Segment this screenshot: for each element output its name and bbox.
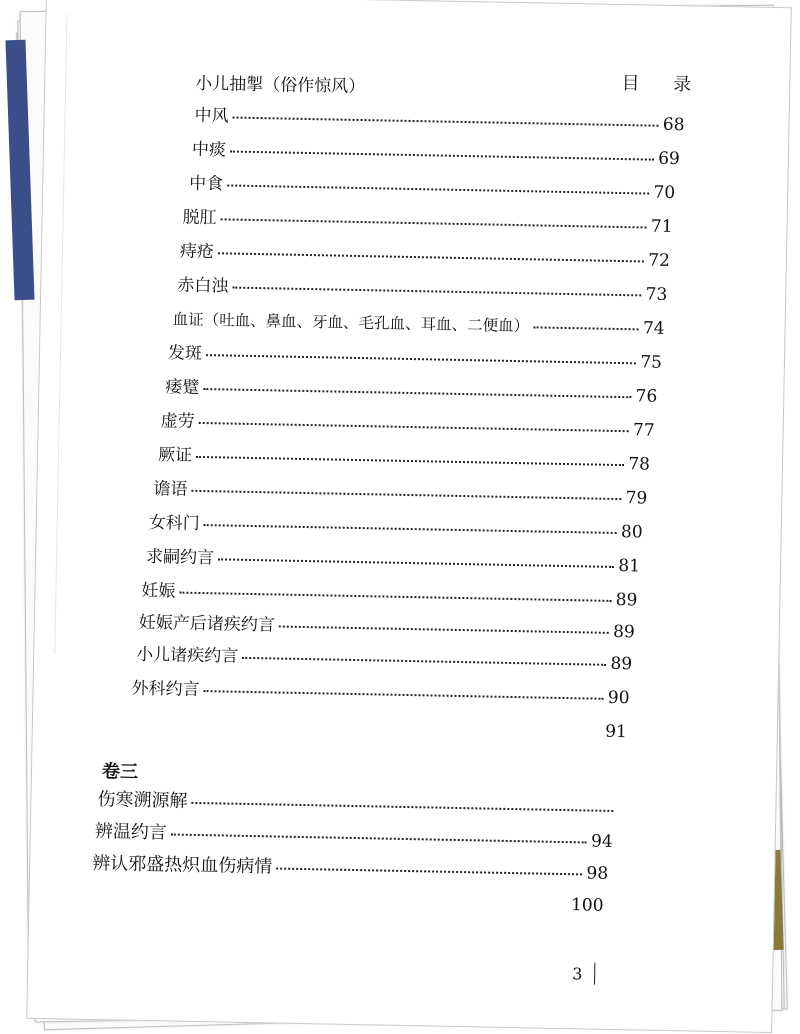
toc-entry: [136, 644, 632, 676]
toc-entry-page: 89: [612, 621, 635, 643]
toc-entry-title: 小儿抽掣（俗作惊风）: [195, 73, 366, 98]
toc-entry-page: 72: [648, 250, 671, 271]
leader-dots: [191, 490, 621, 500]
toc-entry: [92, 853, 608, 885]
toc-entry-page: 80: [620, 522, 643, 543]
toc-entry-page: 90: [607, 687, 630, 709]
toc-entry-title: 痔疮: [179, 241, 215, 263]
toc-entry-title: 血证（吐血、鼻血、牙血、毛孔血、耳血、二便血）: [172, 310, 530, 336]
leader-dots: [206, 354, 636, 364]
toc-entry-page: 70: [653, 182, 676, 204]
leader-dots: [221, 218, 647, 228]
page-number: 3: [572, 964, 583, 984]
leader-dots: [533, 326, 639, 330]
toc-entry-page: 98: [586, 863, 609, 884]
leader-dots: [279, 626, 609, 634]
toc-entry: [89, 885, 603, 917]
toc-entry-page: 76: [635, 386, 658, 407]
leader-dots: [276, 868, 582, 876]
toc-entry: [165, 376, 657, 407]
toc-entry: [161, 410, 655, 441]
toc-entry-page: 94: [590, 831, 613, 852]
leader-dots: [230, 150, 654, 160]
leader-dots: [204, 524, 617, 534]
toc-entry-title: 外科约言: [131, 678, 200, 701]
leader-dots: [218, 558, 614, 568]
volume-heading: 卷三: [101, 761, 139, 783]
toc-entry-title: 厥证: [157, 445, 193, 466]
leader-dots: [233, 117, 659, 127]
toc-entry: [127, 712, 627, 744]
toc-entry-title: 中风: [194, 105, 229, 127]
leader-dots: [171, 833, 587, 843]
toc-entry-page: 73: [645, 284, 668, 305]
toc-entry-page: 89: [615, 589, 638, 611]
leader-dots: [232, 287, 641, 297]
leader-dots: [204, 690, 604, 700]
toc-page: [26, 0, 792, 1033]
toc-entry-title: 辨认邪盛热炽血伤病情: [92, 852, 273, 878]
toc-entry: [97, 789, 617, 821]
toc-entry-page: 74: [642, 318, 665, 339]
toc-entry: [149, 512, 643, 543]
leader-dots: [199, 422, 629, 432]
leader-dots: [191, 802, 613, 812]
toc-entry-page: 77: [632, 420, 655, 441]
toc-entry-title: 女科门: [148, 513, 200, 534]
toc-entry-page: 78: [628, 454, 651, 475]
toc-entry-title: 中痰: [191, 139, 227, 161]
toc-entry-title: 妊娠产后诸疾约言: [138, 612, 276, 636]
toc-entry-page: 79: [625, 488, 648, 509]
leader-dots: [218, 252, 644, 262]
toc-entry: [141, 580, 637, 612]
toc-entry: [177, 275, 667, 306]
toc-entry-page: 91: [605, 721, 628, 743]
toc-entry-title: 伤寒溯源解: [97, 789, 188, 812]
toc-entry-page: 100: [570, 895, 604, 916]
toc-entry-title: 求嗣约言: [145, 546, 215, 569]
toc-entry-page: 68: [662, 114, 685, 136]
toc-entry-title: 脱肛: [182, 207, 217, 229]
leader-dots: [227, 184, 649, 194]
toc-entry-title: 赤白浊: [177, 275, 229, 297]
toc-entry-title: 谵语: [153, 479, 188, 500]
leader-dots: [179, 592, 611, 602]
toc-entry: [158, 444, 650, 475]
toc-entry-title: 小儿诸疾约言: [136, 644, 239, 667]
toc-entry-page: 89: [610, 653, 633, 675]
toc-entry-title: 虚劳: [160, 411, 195, 432]
toc-entry: [153, 478, 647, 509]
toc-entry-page: 75: [640, 352, 663, 373]
toc-entry: [180, 241, 670, 272]
running-header: 目 录: [621, 73, 706, 96]
toc-entry: [95, 821, 613, 853]
toc-entry: [168, 342, 662, 373]
toc-entry-title: 发斑: [167, 343, 203, 364]
leader-dots: [242, 657, 606, 666]
toc-entry-page: 81: [618, 556, 641, 577]
toc-entry-title: 妊娠: [141, 580, 176, 602]
toc-entry: [131, 678, 629, 710]
toc-entry: [146, 546, 640, 577]
toc-entry-title: 痿躄: [165, 377, 200, 398]
page-number-rule: [594, 963, 595, 985]
toc-entry-page: 69: [658, 148, 681, 170]
toc-entry: [195, 73, 675, 104]
leader-dots: [203, 388, 631, 398]
toc-entry-title: 中食: [189, 173, 224, 195]
margin-rule: [54, 14, 67, 654]
toc-entry: [194, 105, 684, 136]
toc-entry-page: 71: [650, 216, 673, 238]
leader-dots: [196, 456, 624, 466]
toc-entry: [192, 139, 680, 170]
toc-entry: [139, 612, 635, 644]
toc-entry: [172, 308, 664, 339]
toc-entry: [189, 173, 675, 204]
leader-dots: [131, 725, 601, 734]
toc-entry-title: 辨温约言: [94, 821, 168, 844]
leader-dots: [94, 898, 567, 907]
toc-entry: [182, 207, 672, 238]
